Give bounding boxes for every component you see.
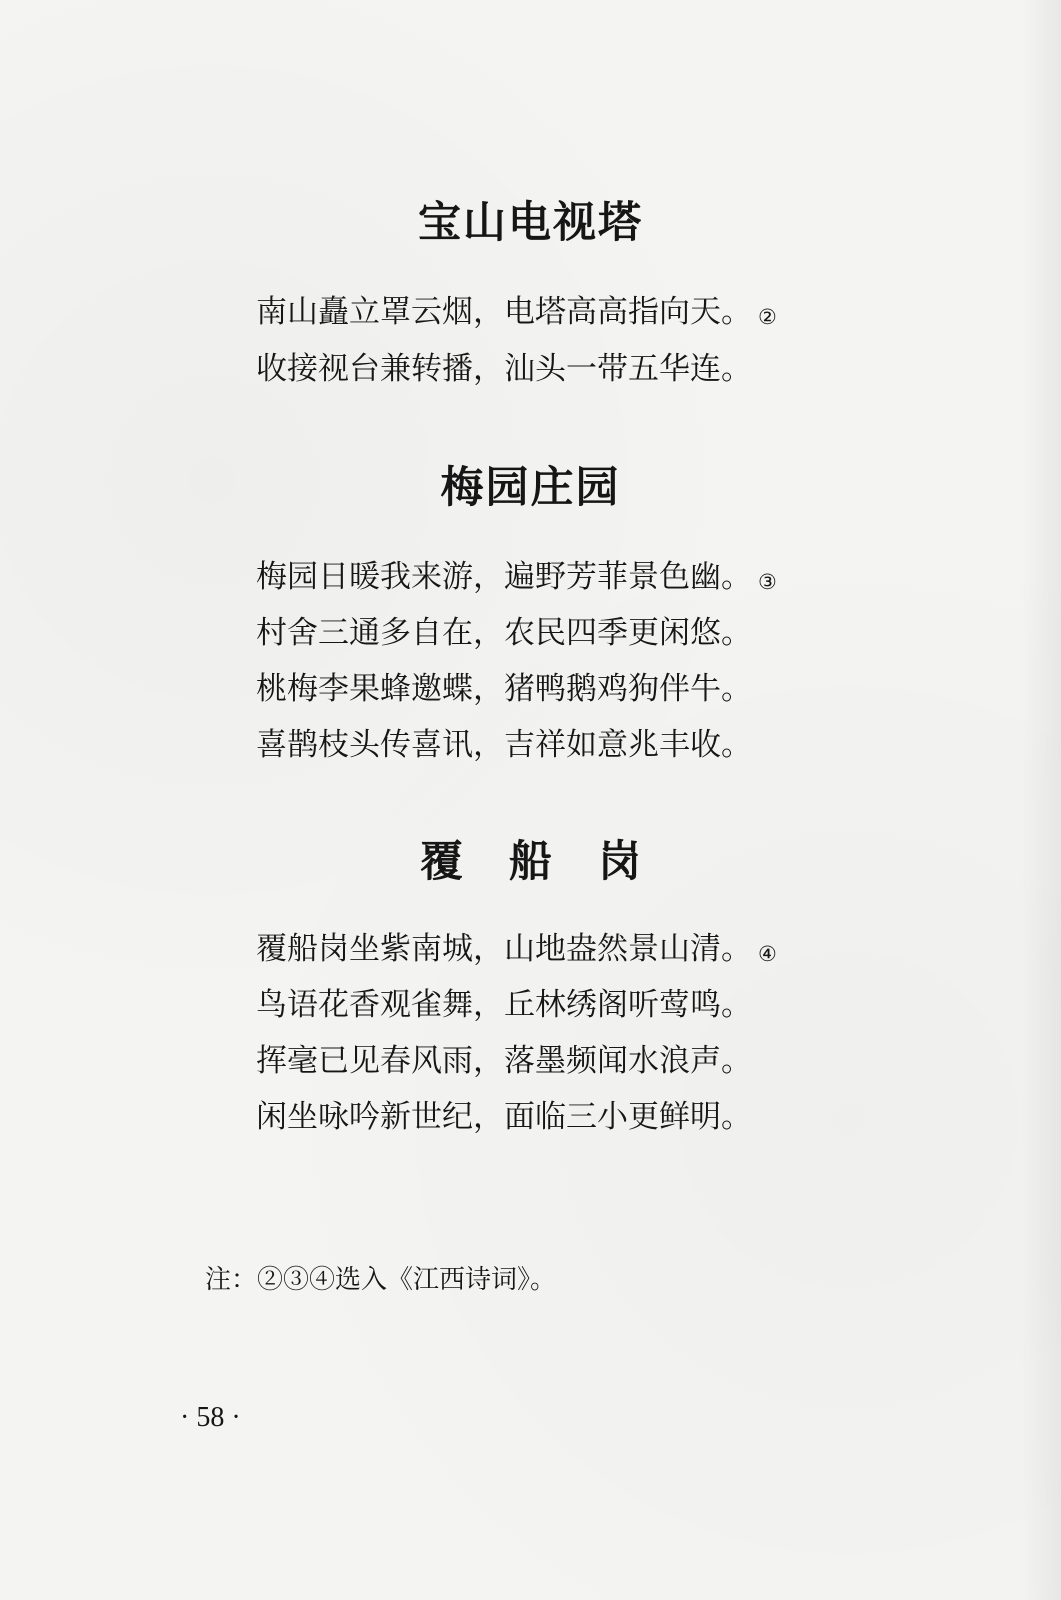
poem2-line4 bbox=[256, 725, 816, 765]
verse-text: 村舍三通多自在，农民四季更闲悠。 bbox=[256, 615, 752, 651]
verse-text: 梅园日暖我来游，遍野芳菲景色幽。 bbox=[256, 559, 752, 595]
verse-text: 收接视台兼转播，汕头一带五华连。 bbox=[256, 351, 752, 387]
poem3-line4 bbox=[256, 1097, 816, 1137]
poem-title-fuchuan-gang: 覆船岗 bbox=[420, 837, 687, 887]
verse-text: 鸟语花香观雀舞，丘林绣阁听莺鸣。 bbox=[256, 987, 752, 1023]
footnote-marker-3: ③ bbox=[758, 570, 777, 594]
poem-title-baoshan-tv-tower: 宝山电视塔 bbox=[418, 198, 643, 248]
poem2-line1 bbox=[256, 557, 816, 602]
verse-text: 挥毫已见春风雨，落墨频闻水浪声。 bbox=[256, 1043, 752, 1079]
poem-title-meiyuan-manor: 梅园庄园 bbox=[440, 463, 621, 513]
verse-text: 喜鹊枝头传喜讯，吉祥如意兆丰收。 bbox=[256, 727, 752, 763]
verse-text: 南山矗立罩云烟，电塔高高指向天。 bbox=[256, 294, 752, 330]
poem1-line1 bbox=[256, 292, 816, 337]
verse-text: 覆船岗坐紫南城，山地盎然景山清。 bbox=[256, 931, 752, 967]
footnote-marker-2: ② bbox=[758, 305, 777, 329]
page-number: · 58 · bbox=[180, 1402, 241, 1433]
poem1-line2 bbox=[256, 349, 816, 389]
poem2-line3 bbox=[256, 669, 816, 709]
poem3-line3 bbox=[256, 1041, 816, 1081]
poem2-line2 bbox=[256, 613, 816, 653]
footnote-marker-4: ④ bbox=[758, 942, 777, 966]
footnote: 注：②③④选入《江西诗词》。 bbox=[205, 1265, 557, 1295]
verse-text: 闲坐咏吟新世纪，面临三小更鲜明。 bbox=[256, 1099, 752, 1135]
verse-text: 桃梅李果蜂邀蝶，猪鸭鹅鸡狗伴牛。 bbox=[256, 671, 752, 707]
poem3-line2 bbox=[256, 985, 816, 1025]
poem3-line1 bbox=[256, 929, 816, 974]
